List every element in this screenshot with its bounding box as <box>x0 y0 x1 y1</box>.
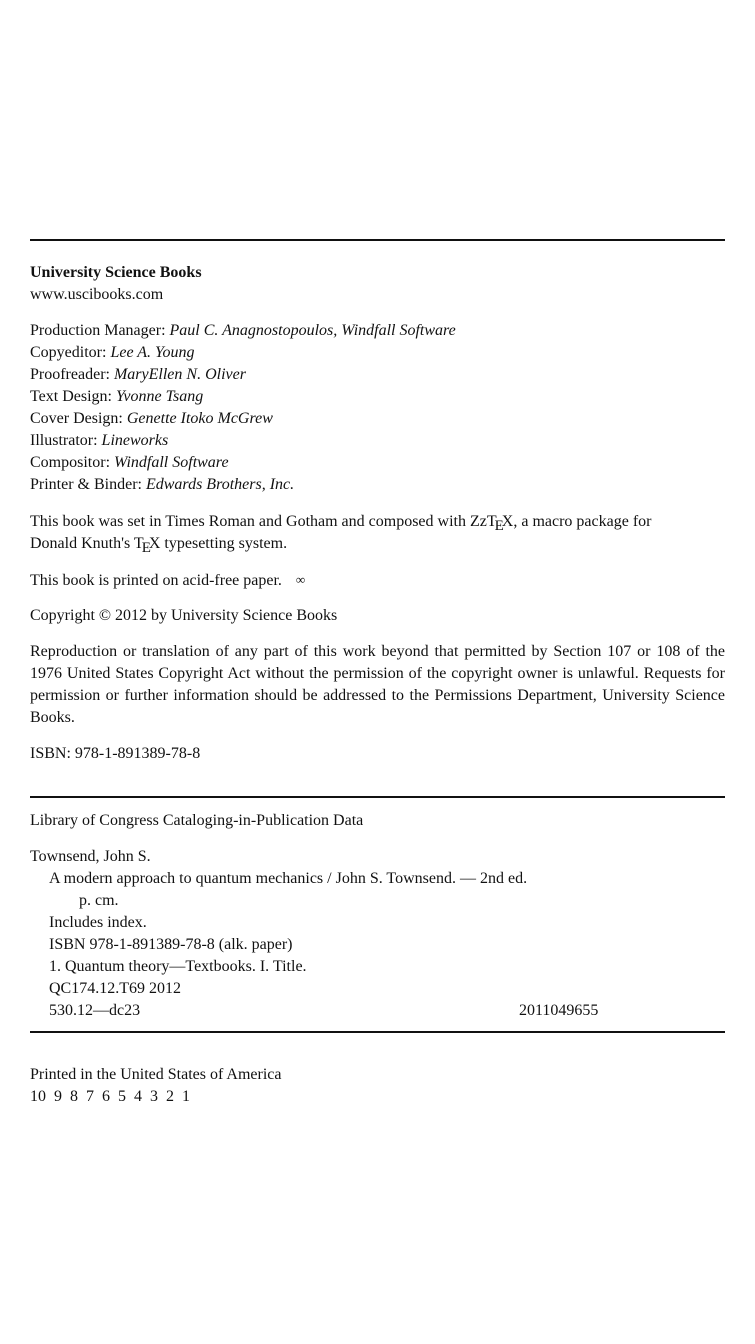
bottom-rule <box>30 1031 725 1033</box>
credit-row <box>30 430 725 452</box>
acid-free-text: This book is printed on acid-free paper. <box>30 572 282 589</box>
typeset-text: This book was set in Times Roman and Gotham and composed with ZzT <box>30 513 497 530</box>
cip-lc-call: QC174.12.T69 2012 <box>49 980 181 997</box>
tex-lowered-e: E <box>141 540 151 556</box>
typeset-text: Donald Knuth's T <box>30 535 144 552</box>
credit-name: Lineworks <box>101 432 169 449</box>
credit-name: Windfall Software <box>114 454 229 471</box>
acid-free-note <box>30 569 725 592</box>
credit-role: Proofreader: <box>30 366 110 383</box>
credit-row <box>30 320 725 342</box>
tex-lowered-e: E <box>494 518 504 534</box>
cip-record <box>30 846 725 1022</box>
typesetting-line-2 <box>30 533 725 555</box>
cip-pages: p. cm. <box>79 892 119 909</box>
isbn: ISBN: 978-1-891389-78-8 <box>30 745 201 762</box>
printing-info <box>30 1064 725 1108</box>
credit-role: Illustrator: <box>30 432 98 449</box>
typesetting-note <box>30 511 725 555</box>
typesetting-line-1 <box>30 511 725 533</box>
infinity-icon: ∞ <box>295 572 306 587</box>
cip-dewey: 530.12—dc23 <box>49 1002 141 1019</box>
credit-row <box>30 408 725 430</box>
credit-role: Cover Design: <box>30 410 123 427</box>
publisher-website[interactable]: www.uscibooks.com <box>30 286 164 303</box>
middle-rule <box>30 796 725 798</box>
print-line: 10 9 8 7 6 5 4 3 2 1 <box>30 1088 190 1105</box>
credit-role: Text Design: <box>30 388 112 405</box>
credit-row <box>30 452 725 474</box>
credit-name: Lee A. Young <box>110 344 195 361</box>
copyright-notice: Copyright © 2012 by University Science Books <box>30 607 338 624</box>
cip-subjects: 1. Quantum theory—Textbooks. I. Title. <box>49 958 307 975</box>
reproduction-notice: Reproduction or translation of any part of this work beyond that permitted by Section 107 or 108 of the 1976 United States Copyright Act without the permission of the copyright owner is unlawful. Requests for permission or further information should be addressed to the Permissions Department, University Science Books. <box>30 643 725 726</box>
credit-name: Yvonne Tsang <box>115 388 204 405</box>
credit-name: Genette Itoko McGrew <box>126 410 273 427</box>
cip-title-line: A modern approach to quantum mechanics / John S. Townsend. — 2nd ed. <box>49 870 528 887</box>
cip-index: Includes index. <box>49 914 147 931</box>
publisher-block <box>30 262 725 306</box>
credit-role: Printer & Binder: <box>30 476 142 493</box>
typeset-text: X, a macro package for <box>501 513 652 530</box>
typeset-text: X typesetting system. <box>148 535 288 552</box>
credit-row <box>30 342 725 364</box>
credit-row <box>30 474 725 496</box>
credit-name: Edwards Brothers, Inc. <box>145 476 295 493</box>
credit-row <box>30 386 725 408</box>
credit-role: Copyeditor: <box>30 344 107 361</box>
credit-name: Paul C. Anagnostopoulos, Windfall Software <box>169 322 456 339</box>
cip-title: Library of Congress Cataloging-in-Publication Data <box>30 812 364 829</box>
credits-list <box>30 320 725 496</box>
cip-lccn: 2011049655 <box>519 1002 599 1019</box>
publisher-name: University Science Books <box>30 264 202 281</box>
cip-dewey-row <box>30 1000 725 1022</box>
credit-role: Production Manager: <box>30 322 166 339</box>
credit-name: MaryEllen N. Oliver <box>113 366 246 383</box>
credit-row <box>30 364 725 386</box>
credit-role: Compositor: <box>30 454 111 471</box>
top-rule <box>30 239 725 241</box>
cip-isbn: ISBN 978-1-891389-78-8 (alk. paper) <box>49 936 293 953</box>
cip-author: Townsend, John S. <box>30 848 151 865</box>
printed-country: Printed in the United States of America <box>30 1066 282 1083</box>
